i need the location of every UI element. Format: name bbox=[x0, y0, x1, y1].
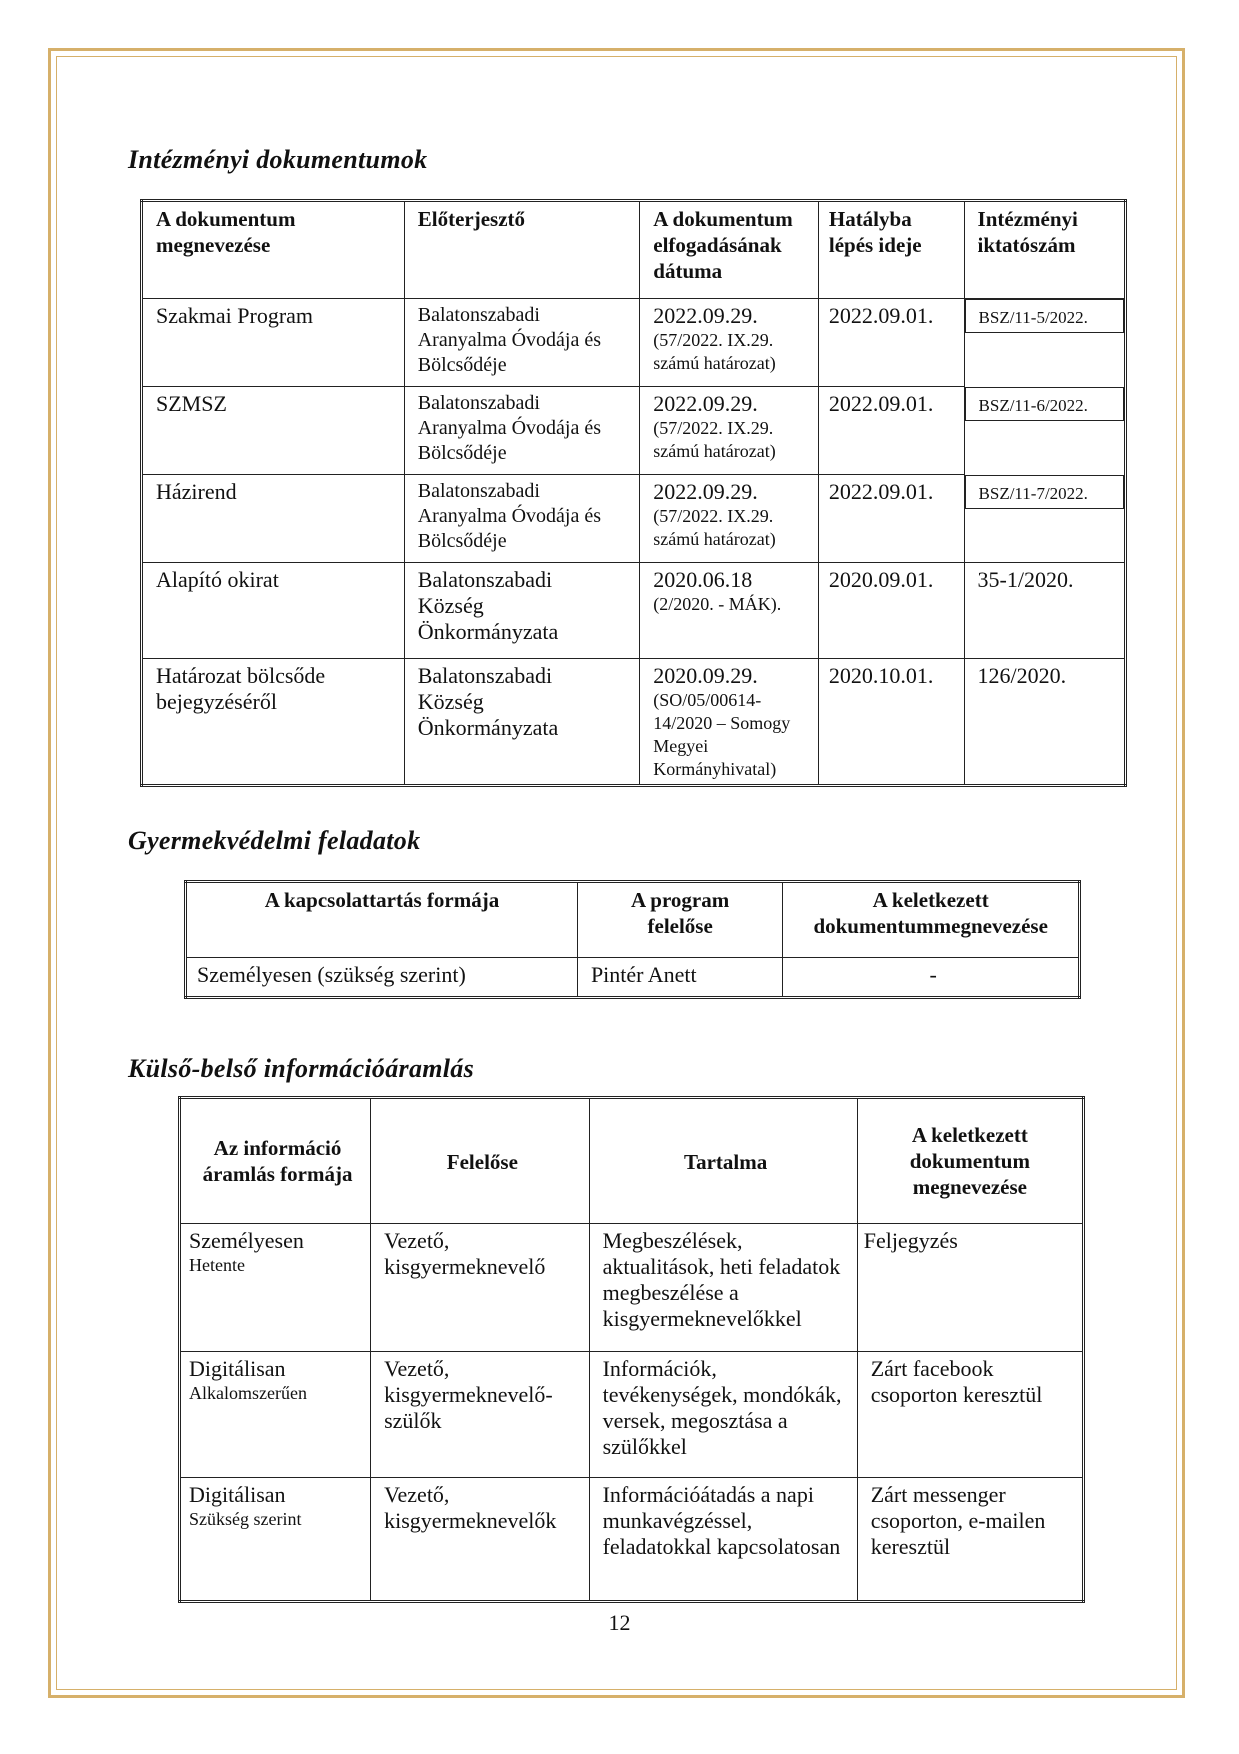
date-note: (2/2020. - MÁK). bbox=[653, 594, 782, 614]
section-title-information-flow: Külső-belső információáramlás bbox=[128, 1054, 475, 1083]
header-content: Tartalma bbox=[589, 1098, 857, 1224]
cell-content: Információk, tevékenységek, mondókák, versek, megosztása a szülőkkel bbox=[589, 1352, 857, 1478]
cell-responsible: Vezető, kisgyermeknevelők bbox=[371, 1478, 590, 1602]
header-contact-form: A kapcsolattartás formája bbox=[186, 882, 578, 958]
date-note: (57/2022. IX.29. számú határozat) bbox=[653, 418, 776, 461]
date-value: 2022.09.29. bbox=[653, 479, 758, 504]
cell-submitter: Balatonszabadi Aranyalma Óvodája és Bölcsődéje bbox=[404, 475, 640, 563]
cell-responsible: Vezető, kisgyermeknevelő-szülők bbox=[371, 1352, 590, 1478]
table-row bbox=[142, 387, 1126, 475]
table-row bbox=[180, 1224, 1084, 1352]
header-adoption-date: A dokumentum elfogadásának dátuma bbox=[640, 201, 819, 299]
cell-effective-date: 2022.09.01. bbox=[818, 475, 964, 563]
table-row bbox=[180, 1478, 1084, 1602]
table-row bbox=[142, 299, 1126, 387]
cell-effective-date: 2022.09.01. bbox=[818, 387, 964, 475]
cell-registration-number: 126/2020. bbox=[964, 659, 1125, 786]
table-row bbox=[180, 1352, 1084, 1478]
cell-submitter: Balatonszabadi Község Önkormányzata bbox=[404, 659, 640, 786]
cell-document-name: Szakmai Program bbox=[142, 299, 405, 387]
date-value: 2022.09.29. bbox=[653, 391, 758, 416]
table-row bbox=[142, 659, 1126, 786]
cell-flow-form bbox=[180, 1478, 371, 1602]
cell-adoption-date bbox=[640, 299, 819, 387]
cell-effective-date: 2022.09.01. bbox=[818, 299, 964, 387]
flow-frequency: Alkalomszerűen bbox=[189, 1383, 307, 1403]
header-registration-number: Intézményi iktatószám bbox=[964, 201, 1125, 299]
date-value: 2020.09.29. bbox=[653, 663, 758, 688]
cell-effective-date: 2020.09.01. bbox=[818, 563, 964, 659]
section-title-child-protection: Gyermekvédelmi feladatok bbox=[128, 826, 421, 855]
date-note: (57/2022. IX.29. számú határozat) bbox=[653, 506, 776, 549]
table-header-row bbox=[180, 1098, 1084, 1224]
flow-form-value: Digitálisan bbox=[189, 1356, 286, 1381]
page-number: 12 bbox=[608, 1610, 631, 1635]
date-value: 2022.09.29. bbox=[653, 303, 758, 328]
cell-adoption-date bbox=[640, 563, 819, 659]
header-document-name: A dokumentum megnevezése bbox=[142, 201, 405, 299]
date-note: (SO/05/00614-14/2020 – Somogy Megyei Kormányhivatal) bbox=[653, 690, 791, 779]
cell-adoption-date bbox=[640, 475, 819, 563]
cell-resulting-document: - bbox=[783, 958, 1080, 998]
cell-content: Megbeszélések, aktualitások, heti feladatok megbeszélése a kisgyermeknevelőkkel bbox=[589, 1224, 857, 1352]
header-effective-date: Hatályba lépés ideje bbox=[818, 201, 964, 299]
table-header-row bbox=[142, 201, 1126, 299]
table-row bbox=[142, 563, 1126, 659]
cell-adoption-date bbox=[640, 659, 819, 786]
flow-frequency: Szükség szerint bbox=[189, 1509, 302, 1529]
cell-registration-number: BSZ/11-5/2022. bbox=[965, 299, 1124, 333]
institutional-documents-table bbox=[140, 199, 1127, 787]
cell-document-name: SZMSZ bbox=[142, 387, 405, 475]
cell-submitter: Balatonszabadi Község Önkormányzata bbox=[404, 563, 640, 659]
table-row bbox=[142, 475, 1126, 563]
header-flow-form: Az információ áramlás formája bbox=[180, 1098, 371, 1224]
cell-content: Információátadás a napi munkavégzéssel, feladatokkal kapcsolatosan bbox=[589, 1478, 857, 1602]
information-flow-table bbox=[178, 1096, 1085, 1603]
date-value: 2020.06.18 bbox=[653, 567, 753, 592]
header-program-responsible: A program felelőse bbox=[577, 882, 782, 958]
cell-registration-number: BSZ/11-6/2022. bbox=[965, 387, 1124, 421]
cell-registration-number: BSZ/11-7/2022. bbox=[965, 475, 1124, 509]
cell-resulting-document: Zárt facebook csoporton keresztül bbox=[857, 1352, 1083, 1478]
cell-document-name: Határozat bölcsőde bejegyzéséről bbox=[142, 659, 405, 786]
header-resulting-document: A keletkezett dokumentummegnevezése bbox=[783, 882, 1080, 958]
table-header-row bbox=[186, 882, 1080, 958]
header-responsible: Felelőse bbox=[371, 1098, 590, 1224]
date-note: (57/2022. IX.29. számú határozat) bbox=[653, 330, 776, 373]
flow-form-value: Digitálisan bbox=[189, 1482, 286, 1507]
cell-flow-form bbox=[180, 1352, 371, 1478]
cell-submitter: Balatonszabadi Aranyalma Óvodája és Bölcsődéje bbox=[404, 299, 640, 387]
cell-effective-date: 2020.10.01. bbox=[818, 659, 964, 786]
cell-adoption-date bbox=[640, 387, 819, 475]
flow-frequency: Hetente bbox=[189, 1255, 245, 1275]
section-title-institutional-documents: Intézményi dokumentumok bbox=[128, 145, 428, 174]
cell-contact-form: Személyesen (szükség szerint) bbox=[186, 958, 578, 998]
cell-registration-number: 35-1/2020. bbox=[964, 563, 1125, 659]
header-submitter: Előterjesztő bbox=[404, 201, 640, 299]
cell-responsible: Vezető, kisgyermeknevelő bbox=[371, 1224, 590, 1352]
cell-document-name: Alapító okirat bbox=[142, 563, 405, 659]
cell-document-name: Házirend bbox=[142, 475, 405, 563]
child-protection-table bbox=[184, 880, 1081, 999]
flow-form-value: Személyesen bbox=[189, 1228, 304, 1253]
header-resulting-document: A keletkezett dokumentum megnevezése bbox=[857, 1098, 1083, 1224]
cell-submitter: Balatonszabadi Aranyalma Óvodája és Bölcsődéje bbox=[404, 387, 640, 475]
cell-resulting-document: Zárt messenger csoporton, e-mailen keresztül bbox=[857, 1478, 1083, 1602]
cell-flow-form bbox=[180, 1224, 371, 1352]
table-row bbox=[186, 958, 1080, 998]
cell-resulting-document: Feljegyzés bbox=[857, 1224, 1083, 1352]
cell-program-responsible: Pintér Anett bbox=[577, 958, 782, 998]
